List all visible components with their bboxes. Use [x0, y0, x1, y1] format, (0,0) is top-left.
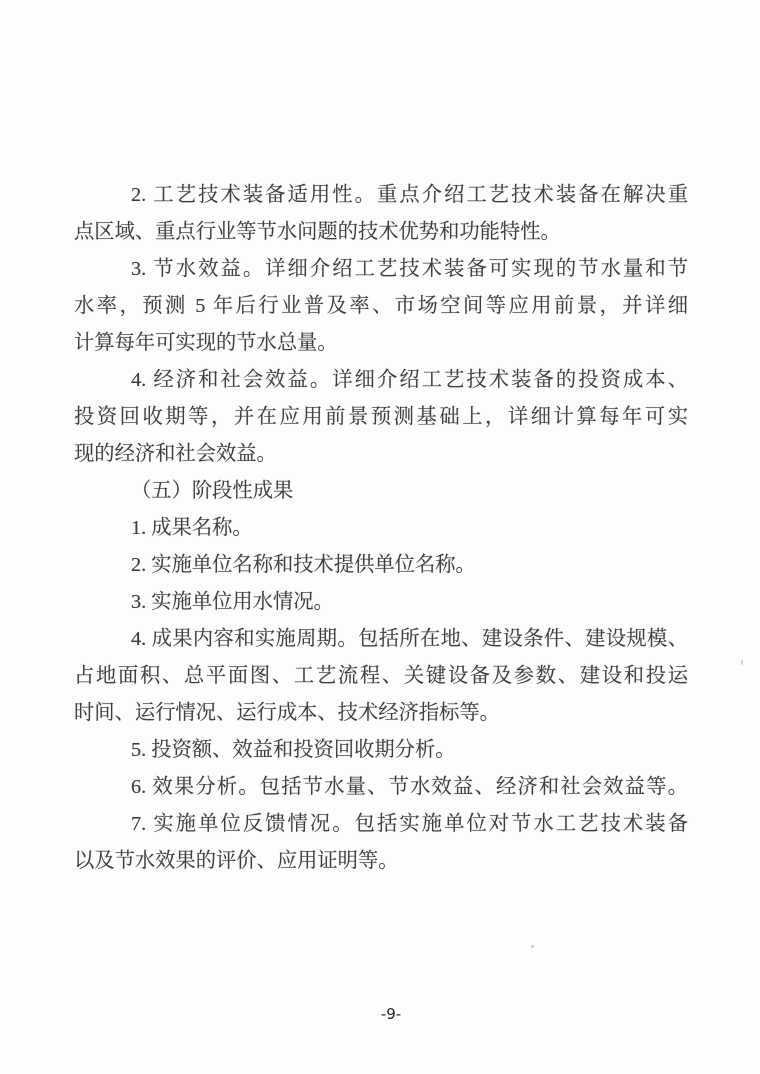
scan-speck	[531, 945, 534, 948]
text-line: 2. 实施单位名称和技术提供单位名称。	[131, 554, 476, 576]
text-line: 点区域、重点行业等节水问题的技术优势和功能特性。	[74, 221, 561, 243]
text-line: 3. 节水效益。详细介绍工艺技术装备可实现的节水量和节	[131, 258, 688, 280]
text-line: 5. 投资额、效益和投资回收期分析。	[131, 739, 456, 761]
text-line: 7. 实施单位反馈情况。包括实施单位对节水工艺技术装备	[131, 813, 688, 835]
text-line: 占地面积、总平面图、工艺流程、关键设备及参数、建设和投运	[74, 665, 688, 687]
text-line: 时间、运行情况、运行成本、技术经济指标等。	[74, 702, 500, 724]
text-line: 4. 经济和社会效益。详细介绍工艺技术装备的投资成本、	[131, 369, 688, 391]
scan-speck	[741, 660, 743, 665]
text-line: 3. 实施单位用水情况。	[131, 591, 334, 613]
text-line: 水率，预测 5 年后行业普及率、市场空间等应用前景，并详细	[74, 295, 688, 317]
text-line: 以及节水效果的评价、应用证明等。	[74, 850, 399, 872]
text-line: （五）阶段性成果	[131, 480, 294, 502]
text-line: 现的经济和社会效益。	[74, 443, 277, 465]
text-line: 1. 成果名称。	[131, 517, 253, 539]
text-line: 6. 效果分析。包括节水量、节水效益、经济和社会效益等。	[131, 776, 688, 798]
text-line: 计算每年可实现的节水总量。	[74, 332, 338, 354]
document-text-block	[74, 177, 688, 880]
text-line: 4. 成果内容和实施周期。包括所在地、建设条件、建设规模、	[131, 628, 688, 650]
page-number: -9-	[380, 1005, 402, 1023]
text-line: 2. 工艺技术装备适用性。重点介绍工艺技术装备在解决重	[131, 184, 688, 206]
text-line: 投资回收期等，并在应用前景预测基础上，详细计算每年可实	[74, 406, 688, 428]
